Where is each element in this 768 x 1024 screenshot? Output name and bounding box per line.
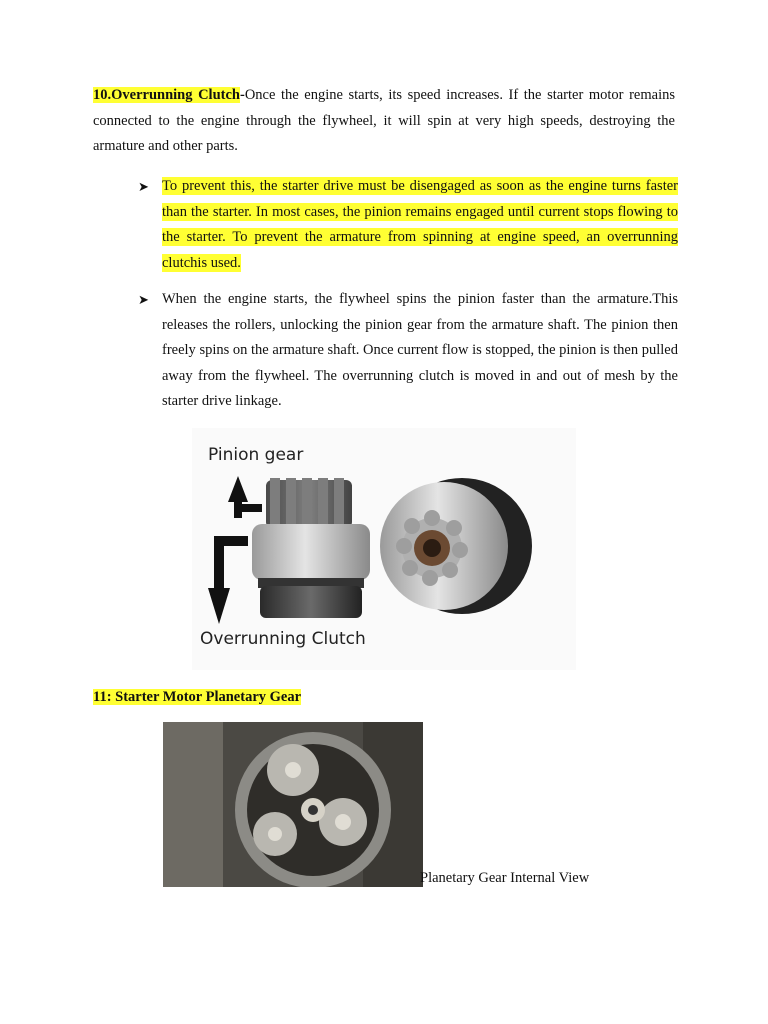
section-10-paragraph (93, 83, 675, 160)
arrowhead-bullet-icon: ➤ (138, 179, 149, 194)
bullet-1-text: To prevent this, the starter drive must be disengaged as soon as the engine turns faster than the starter. In most cases, the pinion remains engaged until current stops flowing to the starter. To prevent the armature from spinning at engine speed, an overrunning clutchis used. (162, 178, 678, 271)
bullet-1 (162, 174, 678, 276)
section-10-intro: Once the engine starts, its speed increases. If the starter motor remains connected to the engine through the flywheel, it will spin at very high speeds, destroying the armature and other parts. (93, 87, 675, 154)
pinion-gear-label: Pinion gear (208, 445, 304, 465)
overrunning-clutch-figure (192, 428, 576, 670)
bullet-2 (162, 287, 678, 415)
section-10-heading: 10.Overrunning Clutch (93, 87, 240, 103)
heading-dash: - (239, 87, 245, 103)
section-11-heading (93, 686, 301, 708)
down-arrow-icon (208, 588, 230, 624)
bullet-2-text: When the engine starts, the flywheel spins the pinion faster than the armature.This releases the rollers, unlocking the pinion gear from the armature shaft. The pinion then freely spins on the armature shaft. Once current flow is stopped, the pinion is then pulled away from the flywheel. The overrunning clutch is moved in and out of mesh by the starter drive linkage. (162, 291, 678, 409)
arrowhead-bullet-icon: ➤ (138, 292, 149, 307)
planetary-gear-photo (163, 722, 423, 887)
figure-caption: Planetary Gear Internal View (420, 870, 590, 886)
overrunning-clutch-label: Overrunning Clutch (200, 629, 366, 649)
section-11-heading-text: 11: Starter Motor Planetary Gear (93, 689, 302, 705)
